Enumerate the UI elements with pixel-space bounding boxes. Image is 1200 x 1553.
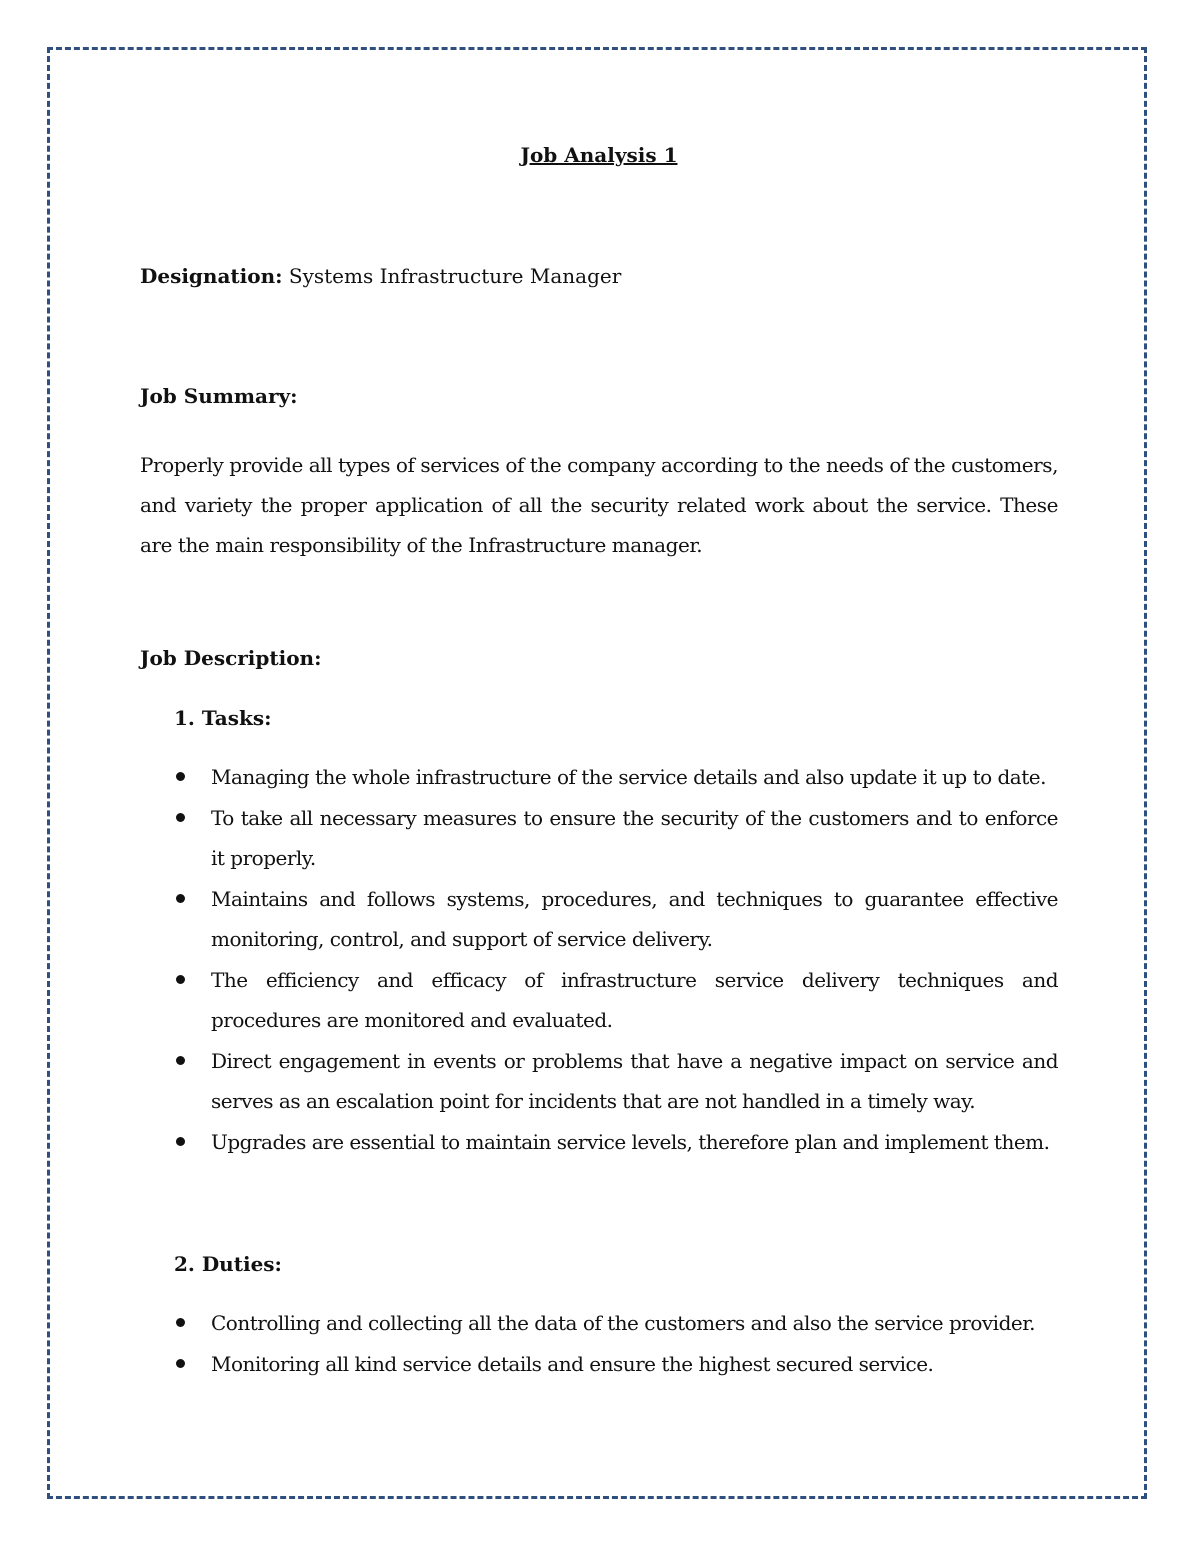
task-item-text: Managing the whole infrastructure of the service details and also update it up to date. xyxy=(211,765,1046,789)
bullet-icon xyxy=(176,1359,185,1368)
task-item-text: Direct engagement in events or problems that have a negative impact on service and serves as an escalation point for incidents that are not handled in a timely way. xyxy=(211,1048,1058,1113)
job-summary-text: Properly provide all types of services of the company according to the needs of the customers, and variety the proper application of all the security related work about the service. These are the main responsibility of the Infrastructure manager. xyxy=(140,453,1058,557)
tasks-heading: 1. Tasks: xyxy=(174,706,272,730)
list-item xyxy=(140,1344,1058,1385)
bullet-icon xyxy=(176,772,185,781)
designation-value: Systems Infrastructure Manager xyxy=(282,264,622,288)
bullet-icon xyxy=(176,975,185,984)
task-item-text: To take all necessary measures to ensure the security of the customers and to enforce it properly. xyxy=(211,805,1058,870)
duty-item-text: Monitoring all kind service details and ensure the highest secured service. xyxy=(211,1351,934,1376)
job-description-heading: Job Description: xyxy=(140,646,322,670)
task-item-text: The efficiency and efficacy of infrastructure service delivery techniques and procedures are monitored and evaluated. xyxy=(211,967,1058,1032)
job-summary-heading: Job Summary: xyxy=(140,384,298,408)
list-item xyxy=(140,1041,1058,1122)
tasks-list xyxy=(140,757,1058,1162)
duties-list xyxy=(140,1303,1058,1384)
bullet-icon xyxy=(176,1318,185,1327)
bullet-icon xyxy=(176,894,185,903)
document-title: Job Analysis 1 xyxy=(520,143,678,167)
list-item xyxy=(140,757,1058,798)
designation-line xyxy=(140,264,621,288)
list-item xyxy=(140,1122,1058,1163)
list-item xyxy=(140,798,1058,879)
list-item xyxy=(140,960,1058,1041)
designation-label: Designation: xyxy=(140,264,283,288)
bullet-icon xyxy=(176,1137,185,1146)
duties-heading: 2. Duties: xyxy=(174,1252,282,1276)
bullet-icon xyxy=(176,1056,185,1065)
list-item xyxy=(140,1303,1058,1344)
bullet-icon xyxy=(176,813,185,822)
list-item xyxy=(140,879,1058,960)
task-item-text: Maintains and follows systems, procedures, and techniques to guarantee effective monitoring, control, and support of service delivery. xyxy=(211,886,1058,951)
task-item-text: Upgrades are essential to maintain service levels, therefore plan and implement them. xyxy=(211,1129,1050,1154)
duty-item-text: Controlling and collecting all the data of the customers and also the service provider. xyxy=(211,1311,1035,1335)
